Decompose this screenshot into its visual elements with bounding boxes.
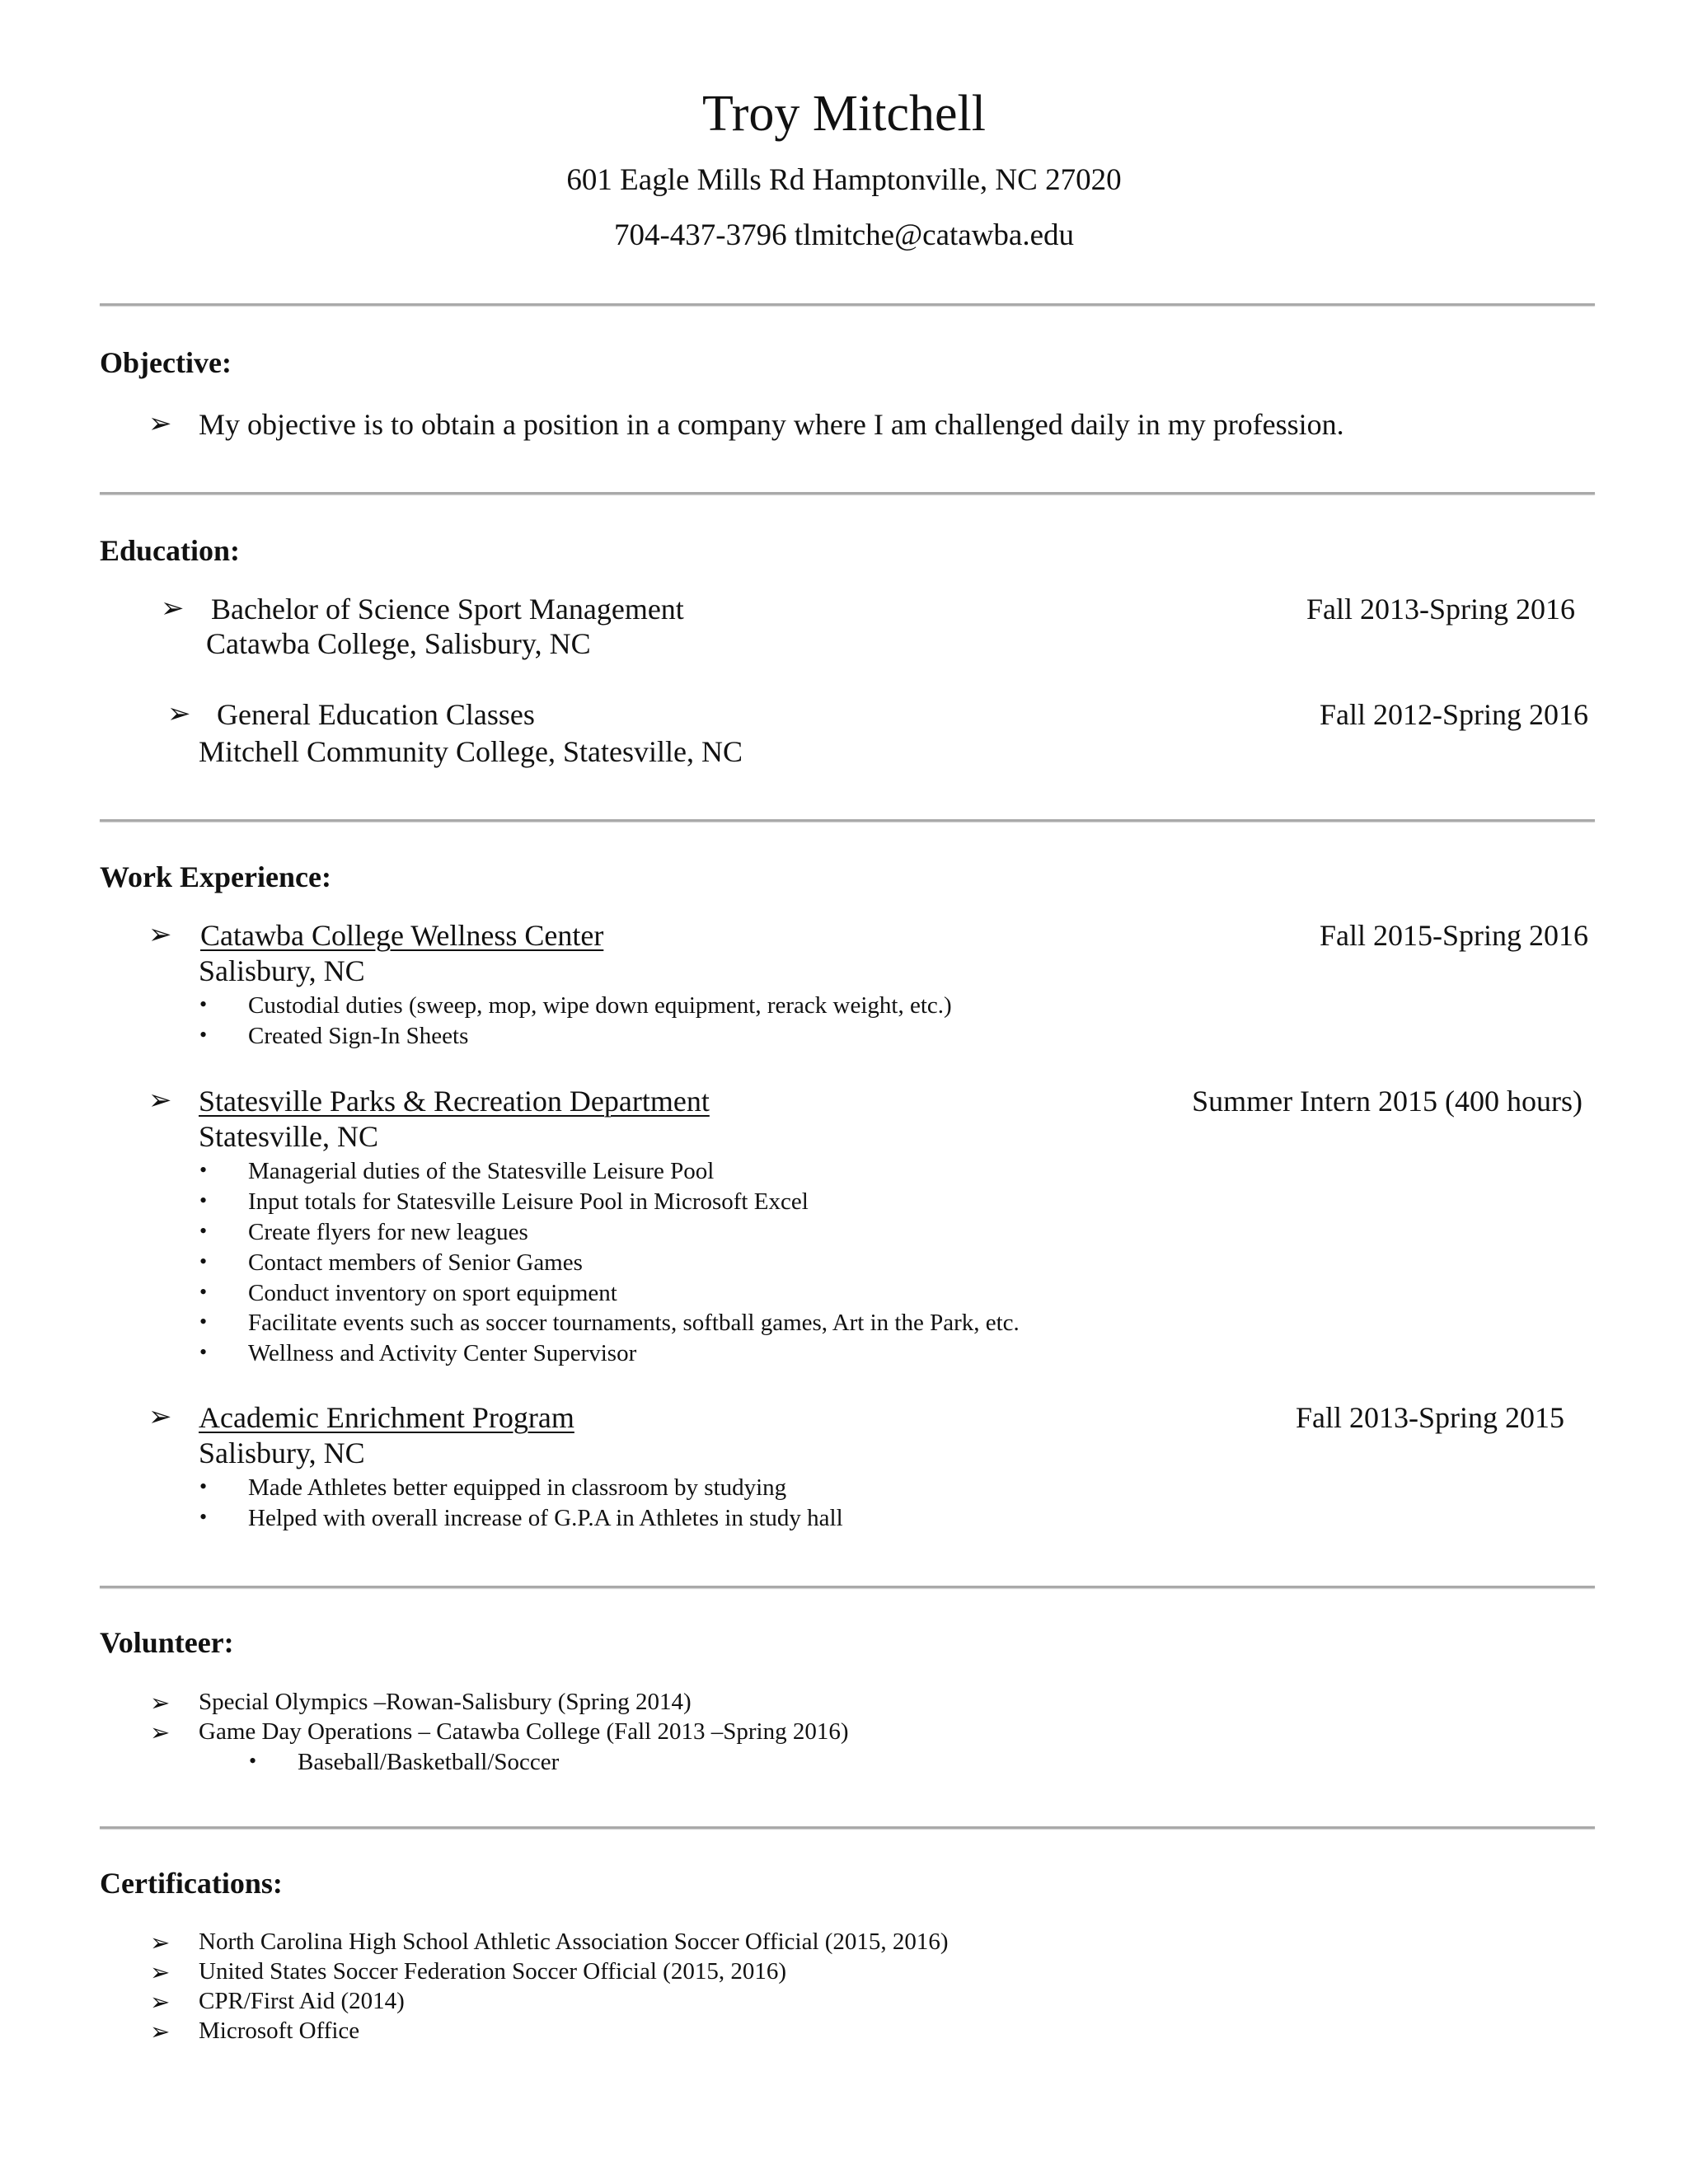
dot-bullet-icon: • [199, 1310, 208, 1333]
certification-item: United States Soccer Federation Soccer Official (2015, 2016) [199, 1958, 786, 1985]
dot-bullet-icon: • [199, 1023, 208, 1047]
job-bullet: Managerial duties of the Statesville Leisure Pool [248, 1158, 715, 1184]
section-divider [100, 492, 1595, 494]
certification-item: Microsoft Office [199, 2018, 360, 2044]
contact-line: 704-437-3796 tlmitche@catawba.edu [613, 218, 1075, 252]
job-bullet: Created Sign-In Sheets [248, 1023, 469, 1049]
arrow-bullet-icon: ➢ [148, 920, 172, 950]
job-title: Statesville Parks & Recreation Department [199, 1085, 710, 1118]
section-divider [100, 819, 1595, 822]
section-divider [100, 303, 1595, 306]
job-dates: Summer Intern 2015 (400 hours) [1192, 1085, 1582, 1118]
education-title: General Education Classes [217, 698, 535, 731]
job-location: Statesville, NC [199, 1120, 378, 1153]
job-title: Academic Enrichment Program [199, 1401, 574, 1434]
dot-bullet-icon: • [199, 1188, 208, 1212]
education-place: Catawba College, Salisbury, NC [206, 627, 591, 660]
arrow-bullet-icon: ➢ [150, 1960, 171, 1986]
candidate-name: Troy Mitchell [702, 86, 986, 142]
job-bullet: Input totals for Statesville Leisure Pool in Microsoft Excel [248, 1188, 809, 1215]
job-bullet: Facilitate events such as soccer tournaments, softball games, Art in the Park, etc. [248, 1310, 1020, 1336]
dot-bullet-icon: • [199, 1505, 208, 1529]
dot-bullet-icon: • [249, 1749, 257, 1773]
job-bullet: Helped with overall increase of G.P.A in Athletes in study hall [248, 1505, 843, 1531]
job-dates: Fall 2015-Spring 2016 [1319, 919, 1588, 952]
education-place: Mitchell Community College, Statesville, NC [199, 735, 743, 768]
dot-bullet-icon: • [199, 1158, 208, 1182]
arrow-bullet-icon: ➢ [150, 1990, 171, 2016]
dot-bullet-icon: • [199, 1249, 208, 1273]
job-bullet: Wellness and Activity Center Supervisor [248, 1340, 637, 1366]
job-location: Salisbury, NC [199, 954, 365, 987]
arrow-bullet-icon: ➢ [150, 1720, 171, 1746]
certification-item: CPR/First Aid (2014) [199, 1988, 405, 2014]
arrow-bullet-icon: ➢ [148, 409, 172, 439]
education-dates: Fall 2013-Spring 2016 [1306, 593, 1575, 626]
dot-bullet-icon: • [199, 1340, 208, 1364]
arrow-bullet-icon: ➢ [150, 2019, 171, 2046]
job-bullet: Made Athletes better equipped in classroom by studying [248, 1474, 787, 1501]
job-title: Catawba College Wellness Center [200, 919, 604, 952]
certifications-heading: Certifications: [100, 1867, 283, 1900]
section-divider [100, 1586, 1595, 1588]
job-bullet: Custodial duties (sweep, mop, wipe down equipment, rerack weight, etc.) [248, 992, 952, 1019]
arrow-bullet-icon: ➢ [167, 699, 191, 729]
education-dates: Fall 2012-Spring 2016 [1319, 698, 1588, 731]
dot-bullet-icon: • [199, 1280, 208, 1304]
job-bullet: Create flyers for new leagues [248, 1219, 528, 1245]
volunteer-item: Special Olympics –Rowan-Salisbury (Spring 2014) [199, 1689, 692, 1715]
work-heading: Work Experience: [100, 860, 331, 893]
dot-bullet-icon: • [199, 992, 208, 1016]
objective-text: My objective is to obtain a position in a company where I am challenged daily in my profession. [199, 408, 1344, 441]
volunteer-heading: Volunteer: [100, 1626, 234, 1659]
education-heading: Education: [100, 534, 241, 567]
job-dates: Fall 2013-Spring 2015 [1295, 1401, 1564, 1434]
dot-bullet-icon: • [199, 1219, 208, 1243]
arrow-bullet-icon: ➢ [150, 1930, 171, 1957]
arrow-bullet-icon: ➢ [148, 1085, 172, 1116]
certification-item: North Carolina High School Athletic Association Soccer Official (2015, 2016) [199, 1929, 949, 1955]
arrow-bullet-icon: ➢ [148, 1402, 172, 1432]
arrow-bullet-icon: ➢ [150, 1690, 171, 1717]
job-bullet: Conduct inventory on sport equipment [248, 1280, 617, 1306]
job-bullet: Contact members of Senior Games [248, 1249, 583, 1276]
dot-bullet-icon: • [199, 1474, 208, 1498]
volunteer-item: Game Day Operations – Catawba College (Fall 2013 –Spring 2016) [199, 1718, 849, 1745]
section-divider [100, 1826, 1595, 1829]
address-line: 601 Eagle Mills Rd Hamptonville, NC 27020 [566, 163, 1122, 197]
arrow-bullet-icon: ➢ [161, 593, 185, 624]
education-title: Bachelor of Science Sport Management [211, 593, 684, 626]
objective-heading: Objective: [100, 346, 232, 379]
job-location: Salisbury, NC [199, 1436, 365, 1469]
volunteer-sub-item: Baseball/Basketball/Soccer [298, 1749, 560, 1775]
